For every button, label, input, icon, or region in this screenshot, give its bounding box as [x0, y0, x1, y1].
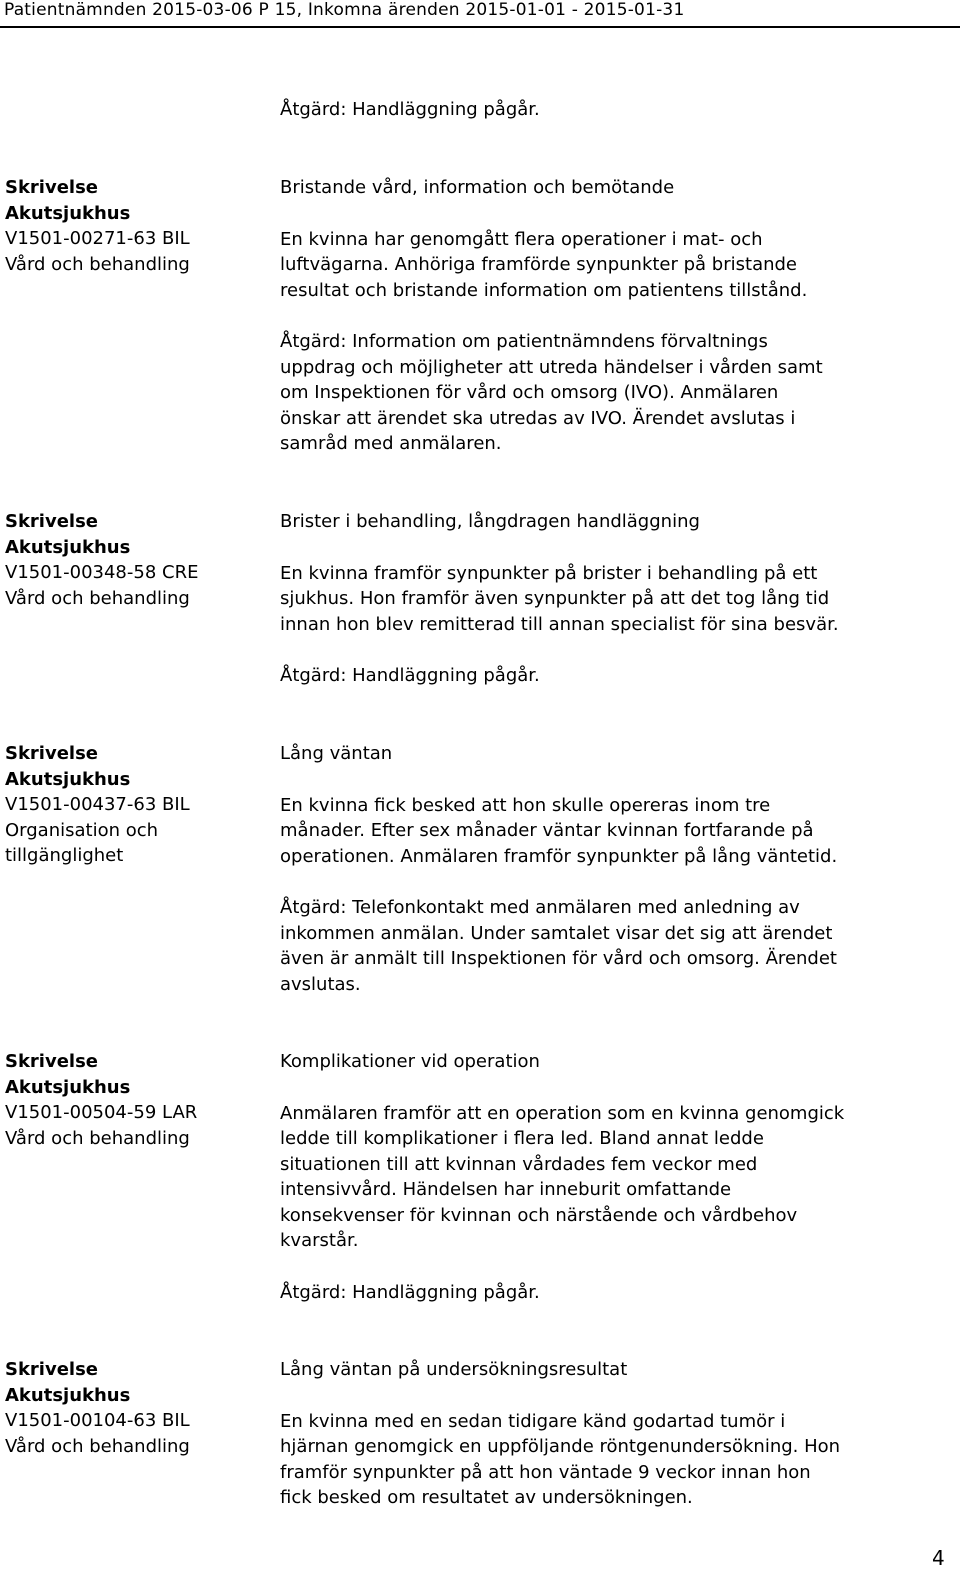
- action-line: Åtgärd: Handläggning pågår.: [280, 1281, 540, 1303]
- case-content: [280, 175, 930, 457]
- case-description: [280, 1101, 930, 1254]
- description-line: innan hon blev remitterad till annan specialist för sina besvär.: [280, 613, 839, 635]
- case-action: [280, 329, 930, 457]
- action-line: Åtgärd: Handläggning pågår.: [280, 665, 540, 686]
- case-category: tillgänglighet: [5, 845, 124, 866]
- case-action: [280, 895, 930, 997]
- description-line: luftvägarna. Anhöriga framförde synpunkter på bristande: [280, 254, 798, 275]
- case-title: [280, 741, 930, 767]
- description-line: hjärnan genomgick en uppföljande röntgenundersökning. Hon: [280, 1436, 841, 1457]
- case-description: [280, 1409, 930, 1511]
- action-line: Åtgärd: Telefonkontakt med anmälaren med anledning av: [280, 897, 800, 918]
- case-type: Skrivelse: [5, 743, 99, 764]
- case-category: Vård och behandling: [5, 587, 190, 609]
- page-number: 4: [932, 1546, 945, 1570]
- description-line: En kvinna har genomgått flera operationer i mat- och: [280, 228, 763, 250]
- case-title-text: Lång väntan: [280, 743, 393, 764]
- case-meta: [5, 741, 265, 869]
- action-line: inkommen anmälan. Under samtalet visar det sig att ärendet: [280, 922, 833, 944]
- description-line: månader. Efter sex månader väntar kvinnan fortfarande på: [280, 820, 814, 841]
- case-content: [280, 509, 930, 689]
- case-description: [280, 561, 930, 638]
- case-title: [280, 175, 930, 201]
- header-title: Patientnämnden 2015-03-06 P 15, Inkomna ärenden 2015-01-01 - 2015-01-31: [4, 0, 685, 20]
- case-title-text: Brister i behandling, långdragen handläggning: [280, 511, 700, 532]
- description-line: ledde till komplikationer i flera led. Bland annat ledde: [280, 1128, 764, 1149]
- case-unit: Akutsjukhus: [5, 768, 131, 790]
- case-unit: Akutsjukhus: [5, 1076, 131, 1098]
- action-line: uppdrag och möjligheter att utreda händelser i vården samt: [280, 356, 823, 378]
- case-category: Organisation och: [5, 819, 159, 841]
- case-meta: [5, 175, 265, 277]
- case-meta: [5, 1357, 265, 1459]
- description-line: sjukhus. Hon framför även synpunkter på att det tog lång tid: [280, 588, 830, 609]
- case-action: [280, 1280, 930, 1306]
- description-line: En kvinna fick besked att hon skulle opereras inom tre: [280, 794, 771, 816]
- case-description: [280, 793, 930, 870]
- case-content: [280, 741, 930, 997]
- description-line: framför synpunkter på att hon väntade 9 veckor innan hon: [280, 1461, 811, 1483]
- case-category: Vård och behandling: [5, 253, 190, 275]
- case-content: [280, 1049, 930, 1305]
- case-type: Skrivelse: [5, 177, 99, 198]
- header-divider: [0, 26, 960, 28]
- description-line: situationen till att kvinnan vårdades fem veckor med: [280, 1153, 758, 1175]
- description-line: operationen. Anmälaren framför synpunkter på lång väntetid.: [280, 845, 838, 867]
- case-unit: Akutsjukhus: [5, 536, 131, 558]
- case-title-text: Komplikationer vid operation: [280, 1051, 540, 1072]
- case-meta: [5, 1049, 265, 1151]
- description-line: Anmälaren framför att en operation som en kvinna genomgick: [280, 1102, 845, 1124]
- case-title-text: Bristande vård, information och bemötande: [280, 177, 675, 198]
- description-line: kvarstår.: [280, 1230, 359, 1251]
- case-description: [280, 227, 930, 304]
- action-line: avslutas.: [280, 973, 361, 995]
- case-type: Skrivelse: [5, 1359, 99, 1380]
- action-line: Åtgärd: Handläggning pågår.: [280, 99, 540, 120]
- case-type: Skrivelse: [5, 511, 99, 532]
- case-id: V1501-00504-59 LAR: [5, 1102, 198, 1123]
- continued-action-text: [280, 97, 930, 123]
- case-category: Vård och behandling: [5, 1127, 190, 1149]
- description-line: intensivvård. Händelsen har inneburit omfattande: [280, 1179, 732, 1200]
- description-line: konsekvenser för kvinnan och närstående och vårdbehov: [280, 1204, 798, 1226]
- action-line: önskar att ärendet ska utredas av IVO. Ärendet avslutas i: [280, 407, 796, 429]
- case-title: [280, 1357, 930, 1383]
- case-id: V1501-00104-63 BIL: [5, 1410, 190, 1431]
- case-title-text: Lång väntan på undersökningsresultat: [280, 1359, 628, 1380]
- action-line: om Inspektionen för vård och omsorg (IVO). Anmälaren: [280, 382, 779, 403]
- action-line: samråd med anmälaren.: [280, 433, 502, 454]
- description-line: resultat och bristande information om patientens tillstånd.: [280, 279, 808, 301]
- description-line: En kvinna framför synpunkter på brister i behandling på ett: [280, 562, 818, 584]
- page-header: [0, 0, 960, 30]
- description-line: fick besked om resultatet av undersökningen.: [280, 1487, 693, 1508]
- case-content: [280, 1357, 930, 1511]
- case-title: [280, 509, 930, 535]
- case-id: V1501-00348-58 CRE: [5, 562, 199, 583]
- description-line: En kvinna med en sedan tidigare känd godartad tumör i: [280, 1410, 786, 1432]
- case-action: [280, 663, 930, 689]
- case-title: [280, 1049, 930, 1075]
- action-line: Åtgärd: Information om patientnämndens förvaltnings: [280, 331, 768, 352]
- case-unit: Akutsjukhus: [5, 1384, 131, 1406]
- action-line: även är anmält till Inspektionen för vård och omsorg. Ärendet: [280, 948, 837, 969]
- case-unit: Akutsjukhus: [5, 202, 131, 224]
- case-meta: [5, 509, 265, 611]
- case-id: V1501-00437-63 BIL: [5, 794, 190, 815]
- case-id: V1501-00271-63 BIL: [5, 228, 190, 249]
- case-category: Vård och behandling: [5, 1435, 190, 1457]
- case-type: Skrivelse: [5, 1051, 99, 1072]
